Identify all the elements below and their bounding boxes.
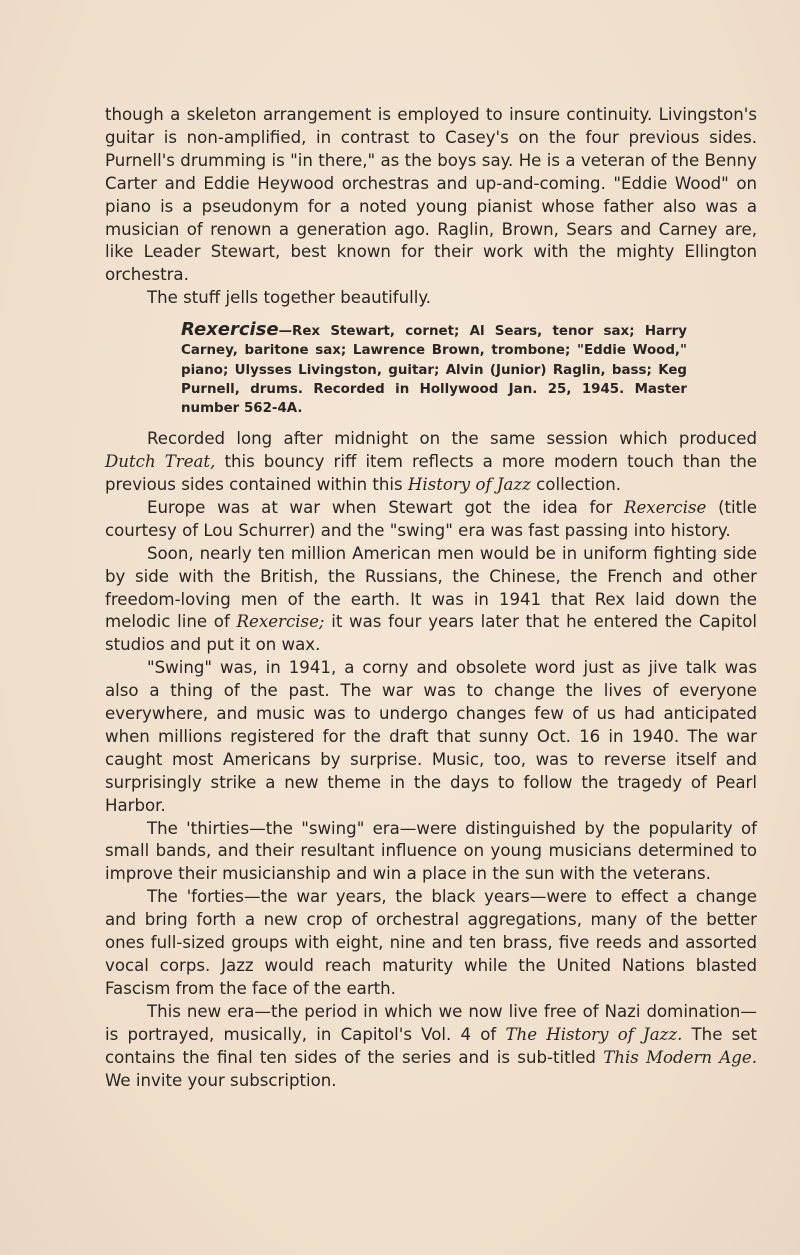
credit-title: Rexercise xyxy=(181,319,279,341)
text-span: The set contains the final ten sides of the series and is sub-titled xyxy=(105,1024,757,1067)
paragraph-swing: "Swing" was, in 1941, a corny and obsolete word just as jive talk was also a thing of the past. The war was to change the lives of everyone everywhere, and music was to undergo changes few of us had anticipated when millions registered for the draft that sunny Oct. 16 in 1940. The war caught most Americans by surprise. Music, too, was to reverse itself and surprisingly strike a new theme in the days to follow the tragedy of Pearl Harbor. xyxy=(105,658,757,815)
text-column xyxy=(105,104,757,1092)
text-span: This new era—the period in which we now live free of Nazi domination—is portrayed, musically, in Capitol's Vol. 4 of xyxy=(105,1001,757,1044)
title-dutch-treat: Dutch Treat, xyxy=(105,452,216,472)
paragraph-forties: The 'forties—the war years, the black years—were to effect a change and bring forth a new crop of orchestral aggregations, many of the better ones full-sized groups with eight, nine and ten brass, five reeds and assorted vocal corps. Jazz would reach maturity while the United Nations blasted Fascism from the face of the earth. xyxy=(105,887,757,998)
text-span: Recorded long after midnight on the same session which produced xyxy=(147,429,757,449)
paragraph-new-era xyxy=(105,1001,757,1093)
text-span: We invite your subscription. xyxy=(105,1070,337,1090)
title-rexercise: Rexercise xyxy=(623,497,707,517)
paragraph-europe xyxy=(105,497,757,543)
text-span: Europe was at war when Stewart got the idea for xyxy=(147,497,624,517)
title-history-of-jazz-2: The History of Jazz. xyxy=(505,1024,683,1044)
title-rexercise-2: Rexercise; xyxy=(236,612,325,632)
recording-credit xyxy=(181,320,687,418)
text-span: (title courtesy of Lou Schurrer) and the "swing" era was fast passing into history. xyxy=(105,497,757,540)
title-history-of-jazz: History of Jazz xyxy=(407,474,531,494)
credit-text: —Rex Stewart, cornet; Al Sears, tenor sax; Harry Carney, baritone sax; Lawrence Brown, trombone; "Eddie Wood," piano; Ulysses Livingston, guitar; Alvin (Junior) Raglin, bass; Keg Purnell, drums. Recorded in Hollywood Jan. 25, 1945. Master number 562-4A. xyxy=(181,324,687,416)
text-span: collection. xyxy=(530,474,622,494)
text-span: it was four years later that he entered the Capitol studios and put it on wax. xyxy=(105,612,758,655)
title-this-modern-age: This Modern Age. xyxy=(603,1047,757,1067)
paragraph-soon xyxy=(105,543,757,658)
text-span: this bouncy riff item reflects a more modern touch than the previous sides contained within this xyxy=(105,452,758,494)
paragraph-jells: The stuff jells together beautifully. xyxy=(147,288,432,308)
paragraph-thirties: The 'thirties—the "swing" era—were distinguished by the popularity of small bands, and their resultant influence on young musicians determined to improve their musicianship and win a place in the sun with the veterans. xyxy=(105,818,757,884)
text-span: Soon, nearly ten million American men would be in uniform fighting side by side with the British, the Russians, the Chinese, the French and other freedom-loving men of the earth. It was in 1941 that Rex laid down the melodic line of xyxy=(105,543,757,632)
paragraph-recorded xyxy=(105,428,757,497)
paragraph-intro: though a skeleton arrangement is employed to insure continuity. Livingston's guitar is non-amplified, in contrast to Casey's on the four previous sides. Purnell's drumming is "in there," as the boys say. He is a veteran of the Benny Carter and Eddie Heywood orchestras and up-and-coming. "Eddie Wood" on piano is a pseudonym for a noted young pianist whose father also was a musician of renown a generation ago. Raglin, Brown, Sears and Carney are, like Leader Stewart, best known for their work with the mighty Ellington orchestra. xyxy=(105,105,757,285)
